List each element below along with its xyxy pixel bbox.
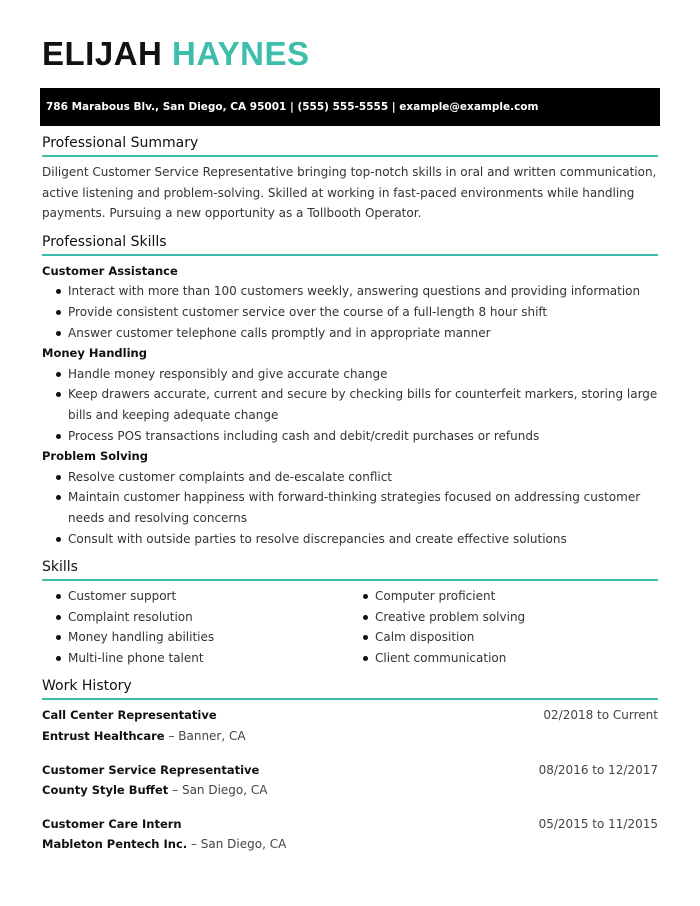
section-heading: Professional Summary: [42, 133, 658, 157]
list-item-text: Provide consistent customer service over the course of a full-length 8 hour shift: [68, 304, 548, 319]
last-name: HAYNES: [172, 35, 310, 72]
bullet-icon: [56, 289, 61, 294]
job-entry: [42, 760, 658, 801]
list-item-text: Interact with more than 100 customers weekly, answering questions and providing information: [68, 284, 641, 299]
list-item: [42, 364, 658, 385]
skills-section: [42, 557, 658, 668]
company-name: County Style Buffet: [42, 783, 169, 798]
skill-group-title: Money Handling: [42, 346, 147, 361]
skill-group-list: [42, 364, 658, 446]
bullet-icon: [56, 615, 61, 620]
candidate-name: [42, 34, 310, 74]
bullet-icon: [56, 594, 61, 599]
bullet-icon: [56, 495, 61, 500]
company-location: – San Diego, CA: [172, 783, 268, 798]
list-item-text: Process POS transactions including cash and debit/credit purchases or refunds: [68, 428, 540, 443]
skill-group-list: [42, 281, 658, 343]
list-item: [42, 426, 658, 447]
summary-text: Diligent Customer Service Representative bringing top-notch skills in oral and written communication, active listening and problem-solving. Skilled at working in fast-paced environments while handling payments. Pursuing a new opportunity as a Tollbooth Operator.: [42, 165, 657, 221]
list-item-text: Client communication: [375, 650, 507, 665]
list-item-text: Consult with outside parties to resolve discrepancies and create effective solutions: [68, 531, 567, 546]
list-item: [42, 627, 349, 648]
list-item: [42, 281, 658, 302]
skill-group-list: [42, 467, 658, 549]
job-company-line: [42, 726, 658, 747]
professional-skills-section: [42, 232, 658, 549]
section-heading: Professional Skills: [42, 232, 658, 256]
work-history-section: [42, 676, 658, 855]
skill-group-title: Customer Assistance: [42, 263, 178, 278]
list-item: [42, 648, 349, 669]
list-item: [349, 648, 656, 669]
list-item-text: Complaint resolution: [68, 609, 193, 624]
bullet-icon: [56, 331, 61, 336]
summary-section: [42, 133, 658, 224]
job-company-line: [42, 834, 658, 855]
list-item: [42, 302, 658, 323]
list-item: [42, 487, 658, 528]
skills-list-right: [349, 586, 656, 668]
list-item-text: Resolve customer complaints and de-escalate conflict: [68, 469, 393, 484]
bullet-icon: [56, 475, 61, 480]
list-item: [349, 607, 656, 628]
job-header: [42, 814, 658, 835]
bullet-icon: [56, 392, 61, 397]
job-header: [42, 705, 658, 726]
bullet-icon: [363, 594, 368, 599]
skills-list-left: [42, 586, 349, 668]
list-item: [42, 529, 658, 550]
first-name: ELIJAH: [42, 35, 163, 72]
list-item: [42, 384, 658, 425]
bullet-icon: [363, 615, 368, 620]
job-dates: 08/2016 to 12/2017: [538, 762, 658, 777]
job-company-line: [42, 780, 658, 801]
bullet-icon: [56, 656, 61, 661]
job-dates: 02/2018 to Current: [543, 708, 658, 723]
company-location: – San Diego, CA: [190, 837, 287, 852]
bullet-icon: [56, 434, 61, 439]
bullet-icon: [363, 656, 368, 661]
list-item: [42, 586, 349, 607]
job-title: Call Center Representative: [42, 708, 217, 723]
bullet-icon: [56, 372, 61, 377]
list-item-text: Handle money responsibly and give accurate change: [68, 366, 388, 381]
job-entry: [42, 705, 658, 746]
list-item: [42, 607, 349, 628]
job-title: Customer Service Representative: [42, 762, 260, 777]
contact-bar: 786 Marabous Blv., San Diego, CA 95001 | (555) 555-5555 | example@example.com: [40, 88, 660, 126]
list-item-text: Creative problem solving: [375, 609, 526, 624]
section-heading: Work History: [42, 676, 658, 700]
company-location: – Banner, CA: [168, 729, 246, 744]
skill-group-title: Problem Solving: [42, 449, 148, 464]
job-entry: [42, 814, 658, 855]
section-heading: Skills: [42, 557, 658, 581]
job-title: Customer Care Intern: [42, 816, 182, 831]
list-item-text: Keep drawers accurate, current and secure by checking bills for counterfeit markers, storing large bills and keeping adequate change: [68, 387, 658, 422]
company-name: Mableton Pentech Inc.: [42, 837, 188, 852]
bullet-icon: [56, 537, 61, 542]
company-name: Entrust Healthcare: [42, 729, 165, 744]
list-item-text: Multi-line phone talent: [68, 650, 204, 665]
list-item-text: Money handling abilities: [68, 630, 215, 645]
bullet-icon: [363, 635, 368, 640]
list-item: [42, 467, 658, 488]
list-item-text: Maintain customer happiness with forward-thinking strategies focused on addressing customer needs and resolving concerns: [68, 490, 641, 525]
list-item: [349, 586, 656, 607]
list-item-text: Answer customer telephone calls promptly and in appropriate manner: [68, 325, 491, 340]
bullet-icon: [56, 310, 61, 315]
list-item-text: Calm disposition: [375, 630, 475, 645]
list-item-text: Customer support: [68, 589, 177, 604]
list-item: [42, 323, 658, 344]
bullet-icon: [56, 635, 61, 640]
job-header: [42, 760, 658, 781]
job-dates: 05/2015 to 11/2015: [538, 816, 658, 831]
list-item-text: Computer proficient: [375, 589, 496, 604]
list-item: [349, 627, 656, 648]
